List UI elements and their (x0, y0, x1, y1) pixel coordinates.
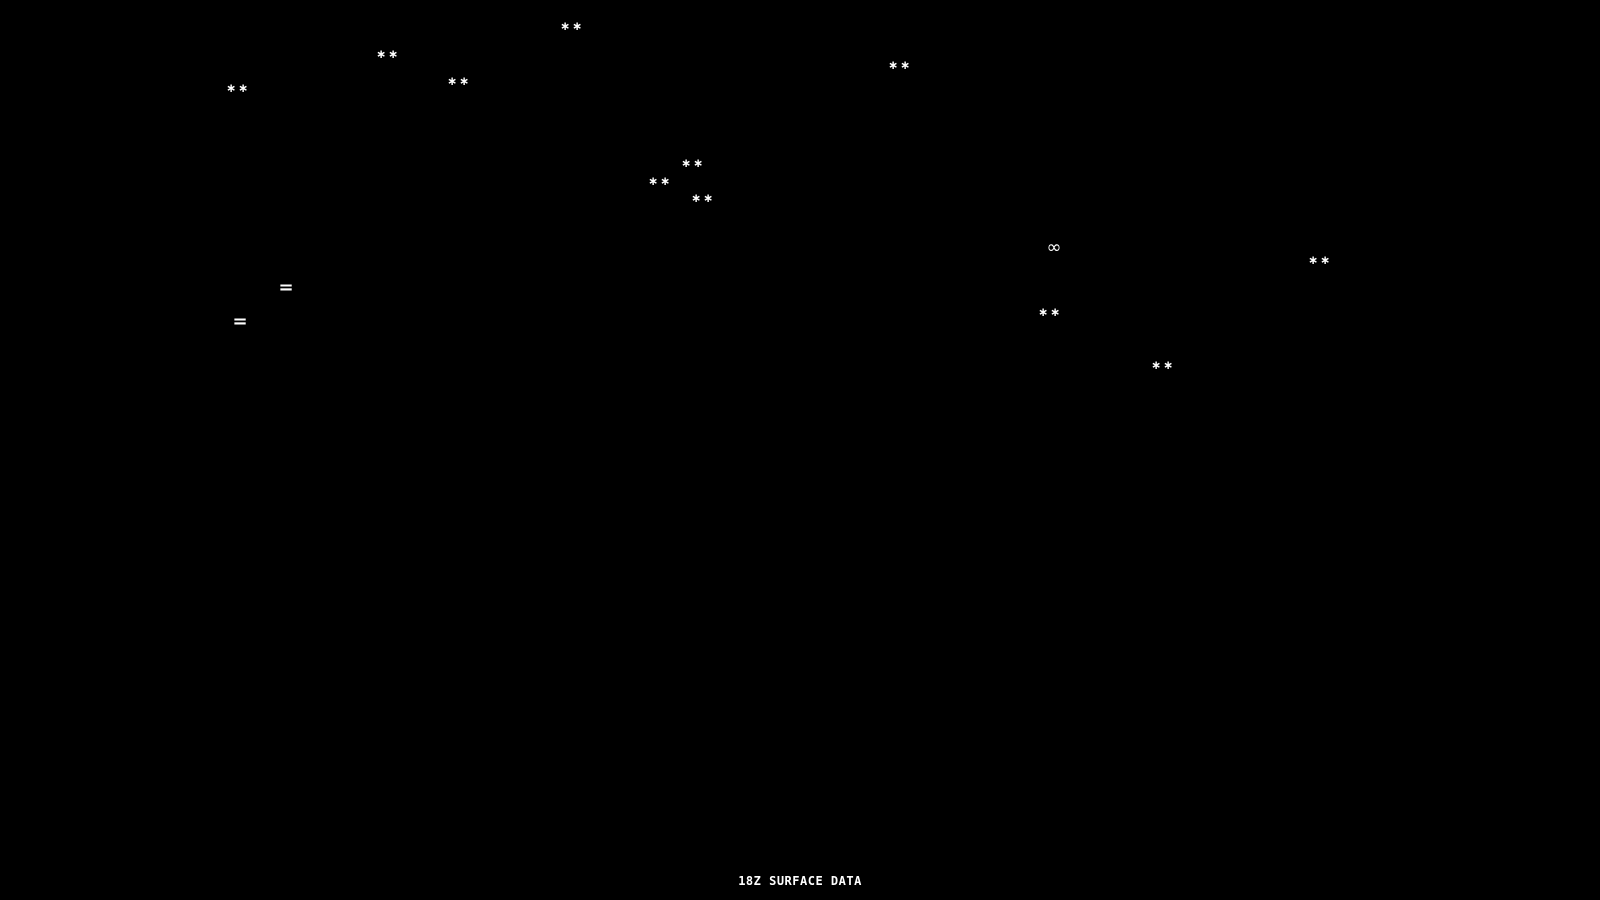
snow-symbol-icon: ∗∗ (1037, 305, 1063, 319)
snow-symbol-icon: ∗∗ (559, 19, 585, 33)
snow-symbol-icon: ∗∗ (647, 174, 673, 188)
mist-symbol-icon: = (278, 277, 294, 298)
mist-symbol-icon: = (232, 311, 248, 332)
snow-symbol-icon: ∗∗ (690, 191, 716, 205)
snow-symbol-icon: ∗∗ (1307, 253, 1333, 267)
snow-symbol-icon: ∗∗ (446, 74, 472, 88)
snow-symbol-icon: ∗∗ (1150, 358, 1176, 372)
snow-symbol-icon: ∗∗ (680, 156, 706, 170)
snow-symbol-icon: ∗∗ (225, 81, 251, 95)
plot-title: 18Z SURFACE DATA (738, 874, 862, 888)
haze-symbol-icon: ∞ (1046, 237, 1062, 258)
snow-symbol-icon: ∗∗ (887, 58, 913, 72)
snow-symbol-icon: ∗∗ (375, 47, 401, 61)
